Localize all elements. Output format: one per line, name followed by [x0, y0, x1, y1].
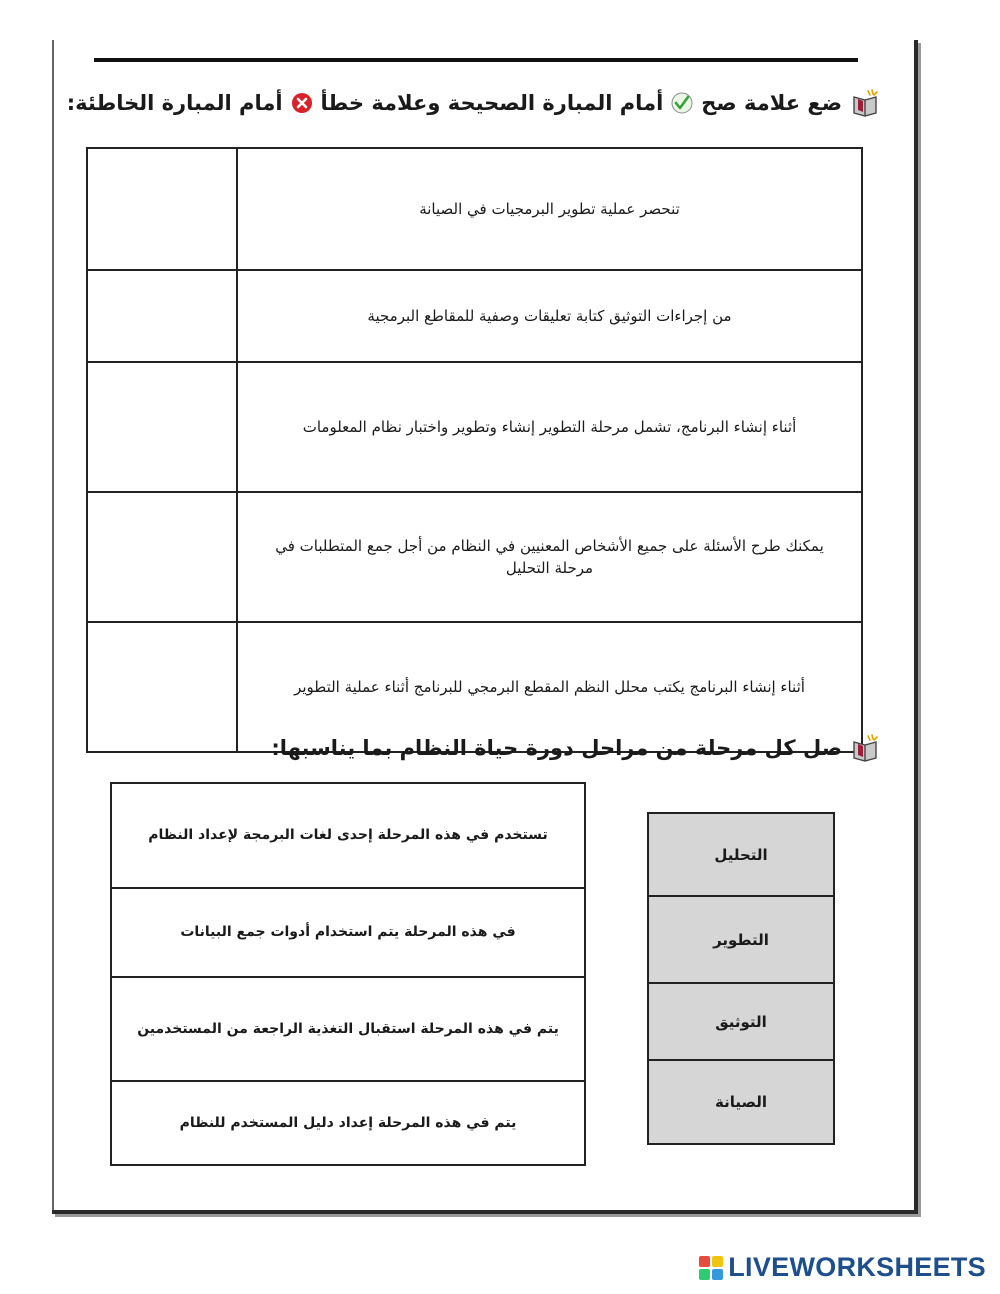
- book-icon: [850, 88, 880, 118]
- heading-text-part2: أمام المبارة الصحيحة وعلامة خطأ: [320, 91, 664, 115]
- table-row: [87, 362, 862, 492]
- description-item[interactable]: في هذه المرحلة يتم استخدام أدوات جمع البيانات: [112, 889, 584, 978]
- phases-list: [647, 812, 835, 1145]
- answer-cell[interactable]: [87, 492, 237, 622]
- answer-cell[interactable]: [87, 270, 237, 362]
- statement-cell: أثناء إنشاء البرنامج، تشمل مرحلة التطوير إنشاء وتطوير واختبار نظام المعلومات: [237, 362, 862, 492]
- cross-icon: [291, 92, 313, 114]
- statement-cell: من إجراءات التوثيق كتابة تعليقات وصفية للمقاطع البرمجية: [237, 270, 862, 362]
- description-item[interactable]: يتم في هذه المرحلة استقبال التغذية الراجعة من المستخدمين: [112, 978, 584, 1082]
- phase-item-development[interactable]: التطوير: [649, 897, 833, 984]
- table-row: [87, 148, 862, 270]
- heading-text-part1: ضع علامة صح: [701, 91, 842, 115]
- top-divider: [94, 58, 858, 62]
- phase-item-documentation[interactable]: التوثيق: [649, 984, 833, 1061]
- answer-cell[interactable]: [87, 622, 237, 752]
- description-item[interactable]: تستخدم في هذه المرحلة إحدى لغات البرمجة لإعداد النظام: [112, 784, 584, 889]
- statement-cell: تنحصر عملية تطوير البرمجيات في الصيانة: [237, 148, 862, 270]
- descriptions-list: [110, 782, 586, 1166]
- table-row: [87, 492, 862, 622]
- brand-name: LIVEWORKSHEETS: [728, 1252, 986, 1282]
- true-false-table: [86, 147, 863, 753]
- check-icon: [671, 92, 693, 114]
- statement-cell: أثناء إنشاء البرنامج يكتب محلل النظم المقطع البرمجي للبرنامج أثناء عملية التطوير: [237, 622, 862, 752]
- matching-heading: [271, 733, 880, 763]
- true-false-heading: [67, 88, 880, 118]
- liveworksheets-brand: [698, 1252, 986, 1283]
- answer-cell[interactable]: [87, 148, 237, 270]
- phase-item-analysis[interactable]: التحليل: [649, 814, 833, 897]
- statement-cell: يمكنك طرح الأسئلة على جميع الأشخاص المعنيين في النظام من أجل جمع المتطلبات في مرحلة التحليل: [237, 492, 862, 622]
- book-icon: [850, 733, 880, 763]
- table-row: [87, 270, 862, 362]
- answer-cell[interactable]: [87, 362, 237, 492]
- matching-heading-text: صل كل مرحلة من مراحل دورة حياة النظام بما يناسبها:: [271, 736, 842, 760]
- phase-item-maintenance[interactable]: الصيانة: [714, 1093, 768, 1111]
- heading-text-part3: أمام المبارة الخاطئة:: [66, 91, 283, 115]
- worksheet-left-edge: [52, 40, 54, 1210]
- description-item[interactable]: يتم في هذه المرحلة إعداد دليل المستخدم للنظام: [179, 1114, 517, 1131]
- liveworksheets-logo-icon: [698, 1255, 724, 1281]
